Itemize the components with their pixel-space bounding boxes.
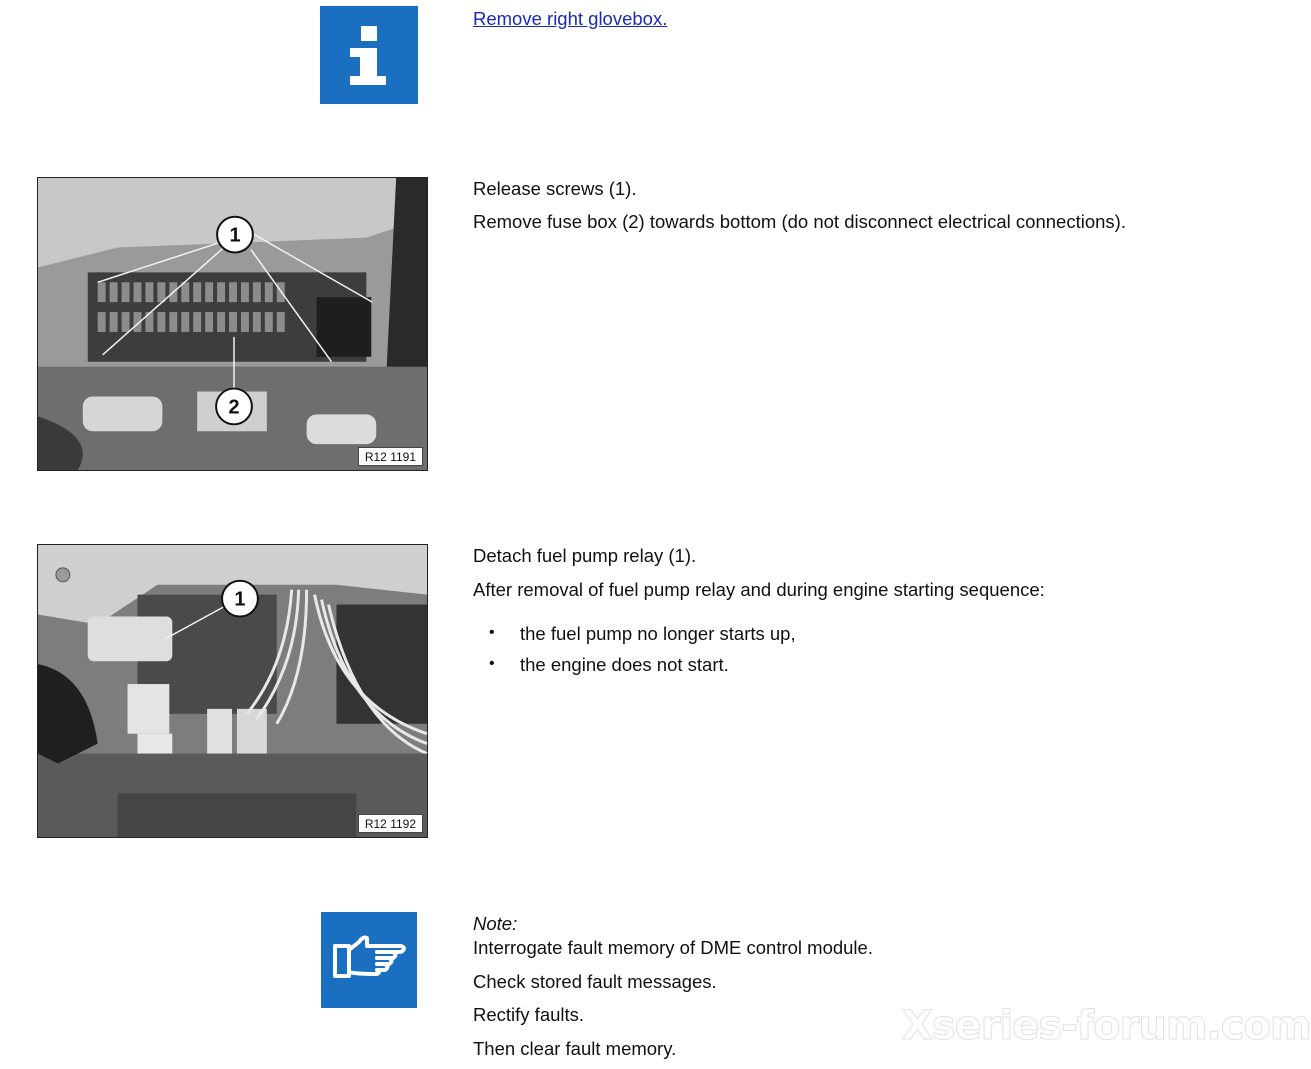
step2-line-2: Remove fuse box (2) towards bottom (do not disconnect electrical connections). (473, 211, 1126, 232)
remove-glovebox-link[interactable]: Remove right glovebox. (473, 8, 668, 29)
note-line-4: Then clear fault memory. (473, 1038, 677, 1059)
note-line-2: Check stored fault messages. (473, 971, 717, 992)
callout-2 (216, 389, 252, 425)
svg-text:2: 2 (228, 396, 240, 419)
info-icon (320, 6, 418, 104)
note-line-1: Interrogate fault memory of DME control module. (473, 937, 873, 958)
callout-1 (217, 217, 253, 253)
note-title: Note: (473, 913, 518, 934)
note-line-3: Rectify faults. (473, 1004, 585, 1025)
step2-line-1: Release screws (1). (473, 178, 637, 199)
fuse-box-photo (37, 177, 428, 471)
fuel-pump-relay-photo (37, 544, 428, 838)
image-reference-label: R12 1191 (358, 447, 423, 466)
pointing-hand-icon (321, 912, 417, 1008)
callout-1 (222, 581, 258, 617)
watermark: Xseries-forum.com (902, 1003, 1311, 1049)
bullet-icon: • (489, 624, 495, 641)
svg-text:1: 1 (234, 588, 246, 611)
bullet-icon: • (489, 655, 495, 672)
image-reference-label: R12 1192 (358, 814, 423, 833)
bullet-item: the fuel pump no longer starts up, (520, 623, 796, 644)
step3-line-2: After removal of fuel pump relay and during engine starting sequence: (473, 579, 1045, 600)
step3-line-1: Detach fuel pump relay (1). (473, 545, 697, 566)
bullet-item: the engine does not start. (520, 654, 729, 675)
svg-text:1: 1 (229, 224, 241, 247)
